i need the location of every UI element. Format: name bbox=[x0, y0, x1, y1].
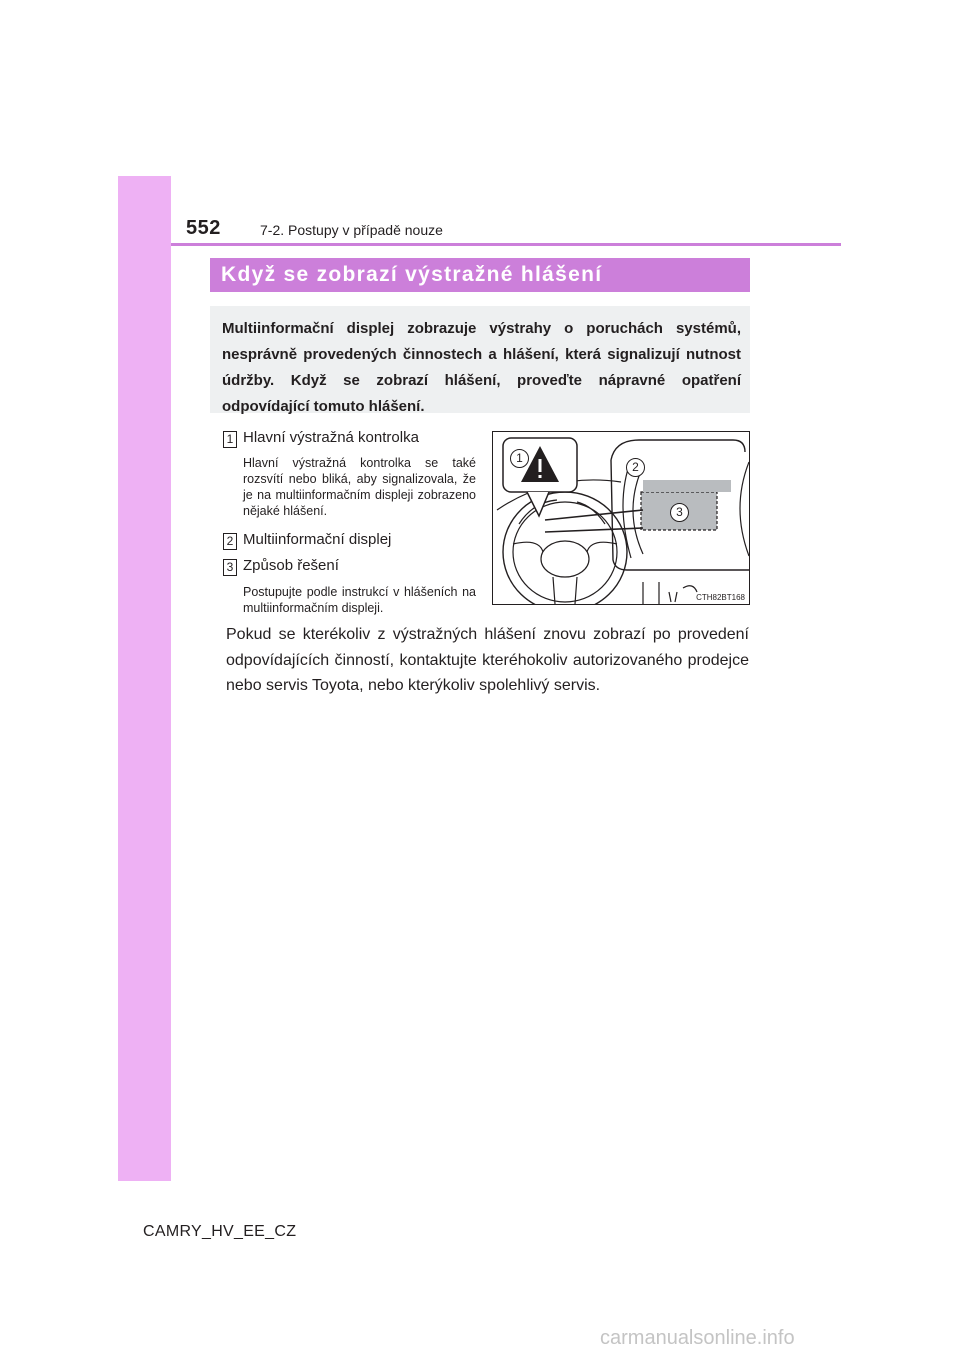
running-header: 7-2. Postupy v případě nouze bbox=[260, 222, 443, 238]
item-description: Hlavní výstražná kontrolka se také rozsvítí nebo bliká, aby signalizovala, že je na multiinformačním displeji zobrazeno nějaké hlášení. bbox=[243, 456, 476, 518]
body-text: Pokud se kterékoliv z výstražných hlášení znovu zobrazí po provedení odpovídajících činností, kontaktujte kteréhokoliv autorizovaného prodejce nebo servis Toyota, nebo kterýkoliv spolehlivý servis. bbox=[226, 626, 749, 694]
callout-2: 2 bbox=[626, 458, 645, 477]
item-title: Způsob řešení bbox=[243, 557, 339, 574]
callout-3: 3 bbox=[670, 503, 689, 522]
item-number-badge: 2 bbox=[223, 533, 237, 550]
item-description: Postupujte podle instrukcí v hlášeních na multiinformačním displeji. bbox=[243, 585, 476, 615]
item-title: Hlavní výstražná kontrolka bbox=[243, 429, 419, 446]
page-number: 552 bbox=[186, 217, 221, 239]
item-title: Multiinformační displej bbox=[243, 531, 392, 548]
chapter-side-band bbox=[118, 176, 171, 1181]
section-title: Když se zobrazí výstražné hlášení bbox=[210, 258, 750, 292]
watermark: carmanualsonline.info bbox=[600, 1327, 795, 1349]
callout-1: 1 bbox=[510, 449, 529, 468]
figure-code: CTH82BT168 bbox=[696, 593, 745, 602]
dashboard-illustration bbox=[492, 431, 750, 605]
intro-box: Multiinformační displej zobrazuje výstrahy o poruchách systémů, nesprávně provedených činnostech a hlášení, která signalizují nutnost údržby. Když se zobrazí hlášení, proveďte nápravné opatření odpovídající tomuto hlášení. bbox=[210, 306, 750, 413]
item-number-badge: 1 bbox=[223, 431, 237, 448]
header-rule bbox=[171, 243, 841, 246]
item-number-badge: 3 bbox=[223, 559, 237, 576]
footer-code: CAMRY_HV_EE_CZ bbox=[143, 1223, 297, 1240]
